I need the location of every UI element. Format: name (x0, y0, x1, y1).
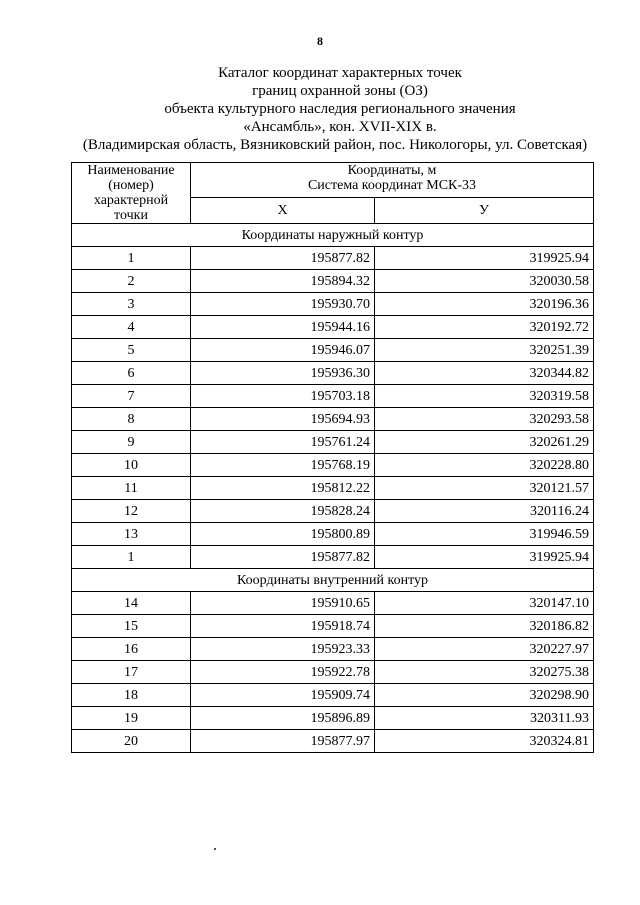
point-number: 5 (72, 339, 191, 362)
y-coordinate: 320319.58 (375, 385, 594, 408)
y-coordinate: 320227.97 (375, 638, 594, 661)
x-coordinate: 195944.16 (191, 316, 375, 339)
section-title: Координаты внутренний контур (72, 569, 594, 592)
table-row (72, 362, 594, 385)
x-coordinate: 195923.33 (191, 638, 375, 661)
y-coordinate: 320251.39 (375, 339, 594, 362)
coordinates-header (191, 163, 594, 198)
point-number: 20 (72, 730, 191, 753)
table-row (72, 293, 594, 316)
y-coordinate: 319946.59 (375, 523, 594, 546)
point-number: 18 (72, 684, 191, 707)
header-line: точки (114, 208, 148, 223)
point-number: 9 (72, 431, 191, 454)
y-coordinate: 320275.38 (375, 661, 594, 684)
table-row (72, 638, 594, 661)
table-row (72, 247, 594, 270)
header-line: Наименование (87, 163, 175, 178)
x-coordinate: 195877.97 (191, 730, 375, 753)
scan-speck (214, 848, 216, 850)
x-coordinate: 195761.24 (191, 431, 375, 454)
table-row (72, 385, 594, 408)
y-coordinate: 320298.90 (375, 684, 594, 707)
point-number: 15 (72, 615, 191, 638)
x-coordinate: 195909.74 (191, 684, 375, 707)
table-row (72, 454, 594, 477)
title-line: «Ансамбль», кон. XVII-XIX в. (243, 119, 437, 135)
point-number: 13 (72, 523, 191, 546)
coordinates-table (71, 162, 594, 753)
x-coordinate: 195936.30 (191, 362, 375, 385)
x-coordinate: 195918.74 (191, 615, 375, 638)
x-coordinate: 195800.89 (191, 523, 375, 546)
point-number: 19 (72, 707, 191, 730)
point-number: 10 (72, 454, 191, 477)
section-title: Координаты наружный контур (72, 224, 594, 247)
point-number: 12 (72, 500, 191, 523)
table-row (72, 707, 594, 730)
table-row (72, 431, 594, 454)
point-number: 6 (72, 362, 191, 385)
title-line: границ охранной зоны (ОЗ) (252, 83, 428, 99)
table-row (72, 546, 594, 569)
x-coordinate: 195922.78 (191, 661, 375, 684)
y-coordinate: 320186.82 (375, 615, 594, 638)
x-coordinate: 195946.07 (191, 339, 375, 362)
title-line: объекта культурного наследия регионального значения (164, 101, 516, 117)
table-row (72, 408, 594, 431)
x-coordinate: 195694.93 (191, 408, 375, 431)
point-number: 3 (72, 293, 191, 316)
point-number: 7 (72, 385, 191, 408)
point-number: 14 (72, 592, 191, 615)
table-row (72, 661, 594, 684)
point-number: 1 (72, 546, 191, 569)
table-row (72, 615, 594, 638)
table-row (72, 684, 594, 707)
table-header-row (72, 163, 594, 198)
point-number: 17 (72, 661, 191, 684)
x-coordinate: 195828.24 (191, 500, 375, 523)
document-title (60, 64, 620, 154)
point-number: 16 (72, 638, 191, 661)
y-coordinate: 320261.29 (375, 431, 594, 454)
table-row (72, 477, 594, 500)
y-coordinate: 320311.93 (375, 707, 594, 730)
table-row (72, 592, 594, 615)
coordinates-title: Координаты, м (347, 163, 437, 178)
x-coordinate: 195930.70 (191, 293, 375, 316)
table-row (72, 730, 594, 753)
title-line: Каталог координат характерных точек (218, 65, 462, 81)
table-row (72, 339, 594, 362)
header-line: характерной (93, 193, 169, 208)
point-number: 4 (72, 316, 191, 339)
y-coordinate: 320147.10 (375, 592, 594, 615)
x-coordinate: 195896.89 (191, 707, 375, 730)
title-line: (Владимирская область, Вязниковский район, пос. Никологоры, ул. Советская) (82, 137, 588, 153)
x-coordinate: 195910.65 (191, 592, 375, 615)
y-coordinate: 320324.81 (375, 730, 594, 753)
y-coordinate: 320116.24 (375, 500, 594, 523)
y-coordinate: 320228.80 (375, 454, 594, 477)
section-row (72, 224, 594, 247)
point-number: 2 (72, 270, 191, 293)
y-coordinate: 320121.57 (375, 477, 594, 500)
coordinate-system: Система координат МСК-33 (307, 178, 477, 193)
table-row (72, 316, 594, 339)
y-coordinate: 320192.72 (375, 316, 594, 339)
point-number: 1 (72, 247, 191, 270)
y-coordinate: 320196.36 (375, 293, 594, 316)
point-number: 8 (72, 408, 191, 431)
header-line: (номер) (108, 178, 154, 193)
table-row (72, 500, 594, 523)
x-axis-header: Х (191, 198, 375, 224)
y-coordinate: 320030.58 (375, 270, 594, 293)
x-coordinate: 195768.19 (191, 454, 375, 477)
table-row (72, 270, 594, 293)
x-coordinate: 195703.18 (191, 385, 375, 408)
y-coordinate: 319925.94 (375, 247, 594, 270)
x-coordinate: 195812.22 (191, 477, 375, 500)
point-number: 11 (72, 477, 191, 500)
y-coordinate: 320293.58 (375, 408, 594, 431)
section-row (72, 569, 594, 592)
page-number: 8 (317, 34, 323, 48)
x-coordinate: 195877.82 (191, 247, 375, 270)
y-coordinate: 319925.94 (375, 546, 594, 569)
x-coordinate: 195877.82 (191, 546, 375, 569)
y-coordinate: 320344.82 (375, 362, 594, 385)
point-name-header (72, 163, 191, 224)
table-row (72, 523, 594, 546)
y-axis-header: У (375, 198, 594, 224)
x-coordinate: 195894.32 (191, 270, 375, 293)
